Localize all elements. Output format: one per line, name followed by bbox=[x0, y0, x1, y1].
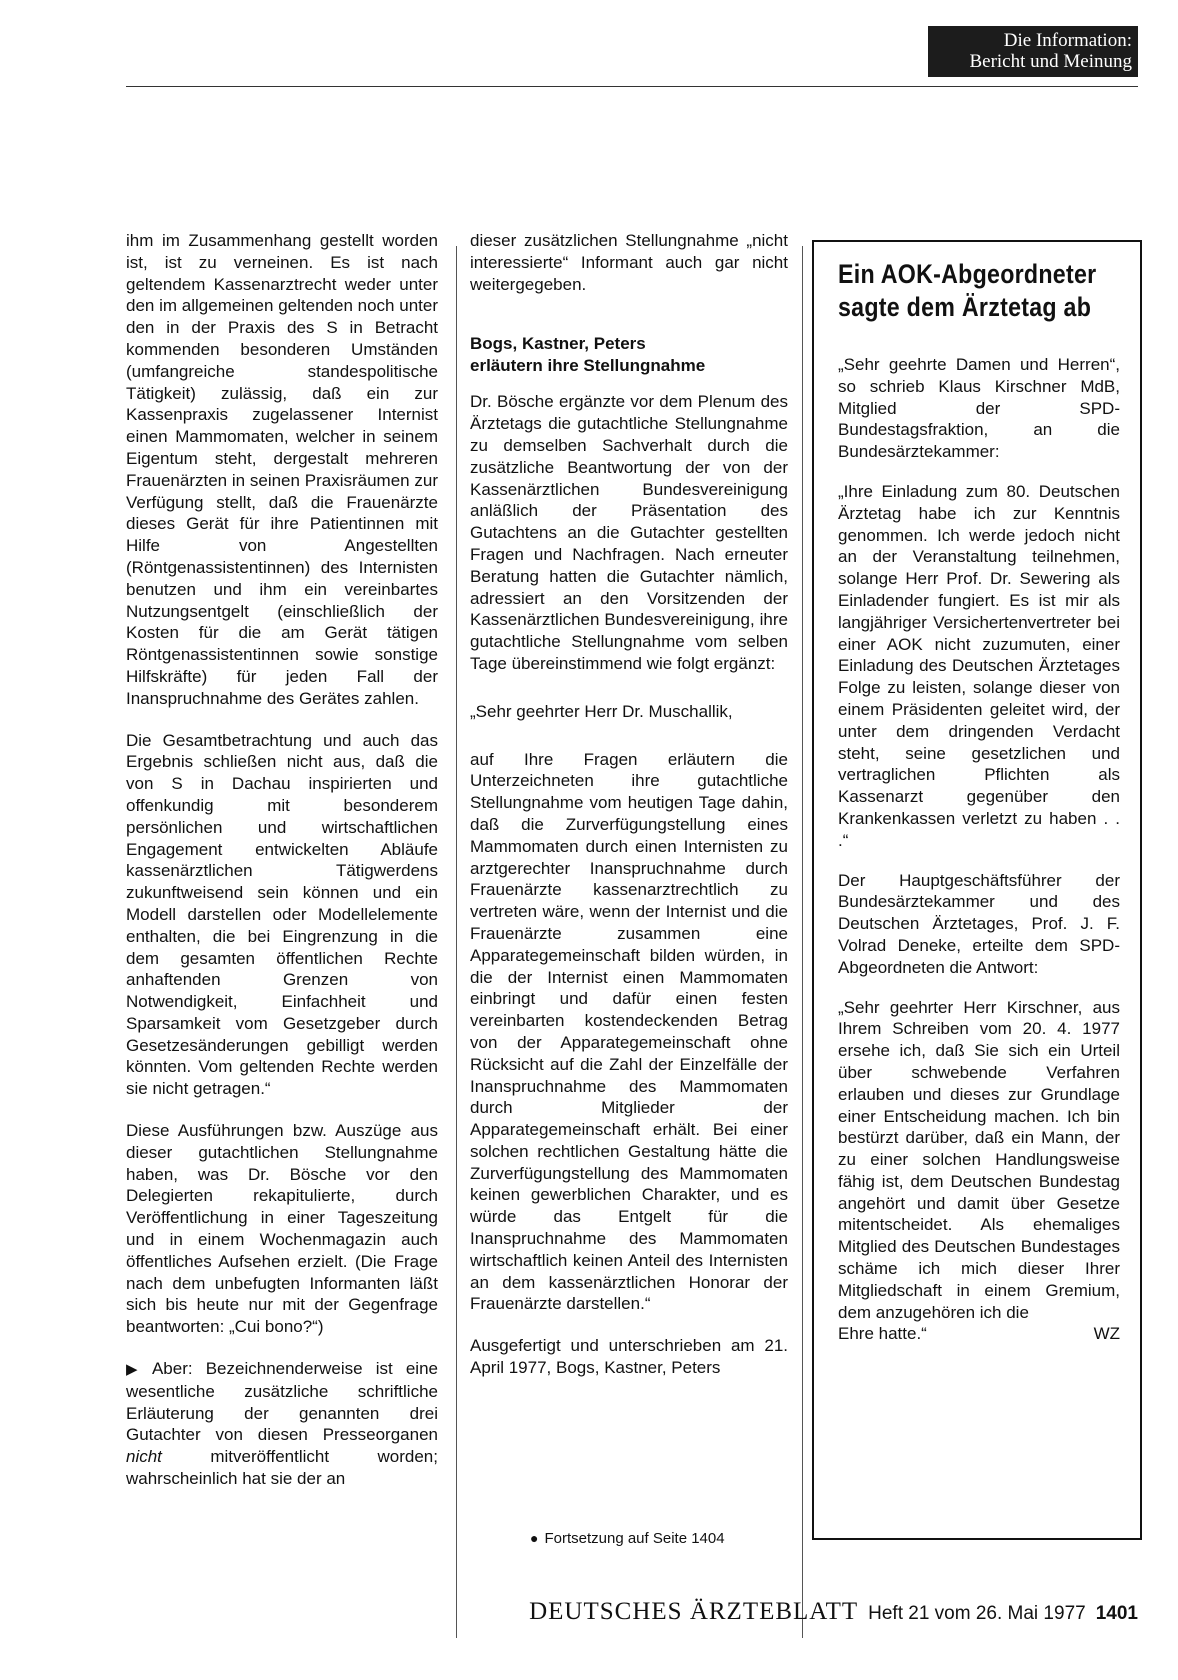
col2-paragraph-4: auf Ihre Fragen erläutern die Unterzeichneten ihre gutachtliche Stellungnahme vom heutigen Tage dahin, daß die Zurverfügungstellung eines Mammomaten durch einen Internisten zu arztgerechter Inanspruchnahme durch Frauenärzte kassenarztrechtlich zu vertreten wäre, wenn der Internist und die Frauenärzte zusammen eine Apparategemeinschaft bilden würden, in die der Internist einen Mammomaten einbringt und dafür einen festen vereinbarten kostendeckenden Betrag von der Apparategemeinschaft ohne Rücksicht auf die Zahl der Einzelfälle der Inanspruchnahme des Mammomaten durch Mitglieder der Apparategemeinschaft erhält. Bei einer solchen rechtlichen Gestaltung hätte die Zurverfügungstellung des Mammomaten keinen gewerblichen Charakter, und es würde das Entgelt für die Inanspruchnahme des Mammomaten wirtschaftlich keinen Anteil des Internisten an dem kassenärztlichen Honorar der Frauenärzte darstellen.“ bbox=[470, 749, 788, 1314]
arrow-marker-icon: ▶ bbox=[126, 1361, 146, 1379]
issue-info: Heft 21 vom 26. Mai 1977 bbox=[868, 1603, 1086, 1624]
continuation-text: Fortsetzung auf Seite 1404 bbox=[544, 1530, 725, 1547]
sidebar-paragraph-4: „Sehr geehrter Herr Kirschner, aus Ihrem Schreiben vom 20. 4. 1977 ersehe ich, daß Sie sich ein Urteil über schwebende Verfahren erlauben und dieses zur Grundlage einer Entscheidung machen. Ich bin bestürzt darüber, daß ein Mann, der zu einer solchen Handlungsweise fähig ist, dem Deutschen Bundestag angehört und damit über Gesetze mitentscheidet. Als ehemaliges Mitglied des Deutschen Bundestages schäme ich mich dieser Ihrer Mitgliedschaft in einem Gremium, dem anzugehören ich die bbox=[838, 997, 1120, 1322]
col1-paragraph-3: Diese Ausführungen bzw. Auszüge aus dieser gutachtlichen Stellungnahme haben, was Dr. Bösche vor den Delegierten rekapitulierte, durch Veröffentlichung in einer Tageszeitung und in einem Wochenmagazin auch öffentliches Aufsehen erzielt. (Die Frage nach dem unbefugten Informanten läßt sich bis heute nur mit der Gegenfrage beantworten: „Cui bono?“) bbox=[126, 1121, 438, 1337]
section-header bbox=[928, 26, 1138, 77]
col2-subheading-line1: Bogs, Kastner, Peters bbox=[470, 334, 646, 354]
col1-p4-emphasis: nicht bbox=[126, 1447, 162, 1467]
sidebar-paragraph-2: „Ihre Einladung zum 80. Deutschen Ärztetag habe ich zur Kenntnis genommen. Ich werde jedoch nicht an der Veranstaltung teilnehmen, solange Herr Prof. Dr. Sewering als Einladender fungiert. Es ist mir als langjähriger Versichertenvertreter bei einer AOK nicht zuzumuten, einer Einladung des Deutschen Ärztetages Folge zu leisten, solange dieser von einem Präsidenten geleitet wird, der unter dem dringenden Verdacht steht, seine gesetzlichen und vertraglichen Pflichten als Kassenarzt gegenüber den Krankenkassen verletzt zu haben . . .“ bbox=[838, 481, 1120, 850]
col1-paragraph-1: ihm im Zusammenhang gestellt worden ist, ist zu verneinen. Es ist nach geltendem Kassenarztrecht weder unter den im allgemeinen geltenden noch unter den in der Praxis des S in Betracht kommenden besonderen Umständen (umfangreiche standespolitische Tätigkeit) zulässig, daß ein zur Kassenpraxis zugelassener Internist einen Mammomaten, welcher in seinem Eigentum steht, dergestalt mehreren Frauenärzten in seinen Praxisräumen zur Verfügung stellt, daß die Frauenärzte dieses Gerät für ihre Patientinnen mit Hilfe von Angestellten (Röntgenassistentinnen) des Internisten benutzen und ihm ein vereinbartes Nutzungsentgelt (einschließlich der Kosten für die am Gerät tätigen Röntgenassistentinnen sowie sonstige Hilfskräfte) für jeden Fall der Inanspruchnahme des Gerätes zahlen. bbox=[126, 231, 438, 708]
journal-name: DEUTSCHES ÄRZTEBLATT bbox=[529, 1598, 859, 1625]
sidebar-signature: WZ bbox=[1093, 1324, 1120, 1344]
col1-p4-text-a: Aber: Bezeichnenderweise ist eine wesentliche zusätzliche schriftliche Erläuterung der genannten drei Gutachter von diesen Presseorganen bbox=[126, 1359, 438, 1445]
sidebar-box bbox=[812, 240, 1142, 1540]
col1-p4-text-b: mitveröffentlicht worden; wahrscheinlich hat sie der an bbox=[126, 1447, 438, 1489]
sidebar-paragraph-3: Der Hauptgeschäftsführer der Bundesärztekammer und des Deutschen Ärztetages, Prof. J. F. Volrad Deneke, erteilte dem SPD-Abgeordneten die Antwort: bbox=[838, 870, 1120, 977]
sidebar-title-line1: Ein AOK-Abgeordneter bbox=[838, 259, 1097, 289]
column-divider-2 bbox=[802, 246, 803, 1638]
col2-paragraph-2: Dr. Bösche ergänzte vor dem Plenum des Ärztetags die gutachtliche Stellungnahme zu demselben Sachverhalt durch die zusätzliche Beantwortung der von der Kassenärztlichen Bundesvereinigung anläßlich der Präsentation des Gutachtens an die Gutachter gestellten Fragen und Nachfragen. Nach erneuter Beratung hatten die Gutachter nämlich, adressiert an den Vorsitzenden der Kassenärztlichen Bundesvereinigung, ihre gutachtliche Stellungnahme vom selben Tage übereinstimmend wie folgt ergänzt: bbox=[470, 392, 788, 673]
sidebar-paragraph-1: „Sehr geehrte Damen und Herren“, so schrieb Klaus Kirschner MdB, Mitglied der SPD-Bundestagsfraktion, an die Bundesärztekammer: bbox=[838, 355, 1120, 462]
col2-subheading-line2: erläutern ihre Stellungnahme bbox=[470, 356, 706, 376]
sidebar-title bbox=[838, 258, 1130, 324]
column-divider-1 bbox=[456, 246, 457, 1638]
col2-paragraph-1: dieser zusätzlichen Stellungnahme „nicht interessierte“ Informant auch gar nicht weitergegeben. bbox=[470, 231, 788, 294]
section-header-line2: Bericht und Meinung bbox=[969, 51, 1132, 72]
section-header-line1: Die Information: bbox=[1003, 30, 1132, 51]
continuation-note bbox=[530, 1530, 725, 1547]
top-rule bbox=[126, 86, 1138, 87]
bullet-icon: ● bbox=[530, 1530, 539, 1546]
column-2 bbox=[470, 230, 788, 1399]
col2-subheading bbox=[470, 333, 788, 377]
page-footer bbox=[529, 1598, 1138, 1626]
col1-paragraph-4 bbox=[126, 1358, 438, 1490]
page-number: 1401 bbox=[1095, 1603, 1138, 1624]
sidebar-paragraph-4-end: Ehre hatte.“ bbox=[838, 1324, 927, 1344]
sidebar-title-line2: sagte dem Ärztetag ab bbox=[838, 292, 1092, 322]
col2-salutation: „Sehr geehrter Herr Dr. Muschallik, bbox=[470, 701, 733, 721]
sidebar-signature-row bbox=[838, 1323, 1120, 1345]
col2-paragraph-5: Ausgefertigt und unterschrieben am 21. April 1977, Bogs, Kastner, Peters bbox=[470, 1336, 788, 1378]
column-1 bbox=[126, 230, 438, 1510]
col1-paragraph-2: Die Gesamtbetrachtung und auch das Ergebnis schließen nicht aus, daß die von S in Dachau inspirierten und offenkundig mit besonderem persönlichen und wirtschaftlichen Engagement entwickelten Abläufe kassenärztlichen Tätigwerdens zukunftweisend sein können und ein Modell darstellen oder Modellelemente enthalten, die bei Eingrenzung in die dem gesamten öffentlichen Rechte anhaftenden Grenzen von Notwendigkeit, Einfachheit und Sparsamkeit vom Gesetzgeber durch Gesetzesänderungen gebilligt werden könnten. Vom geltenden Rechte werden sie nicht getragen.“ bbox=[126, 730, 438, 1099]
